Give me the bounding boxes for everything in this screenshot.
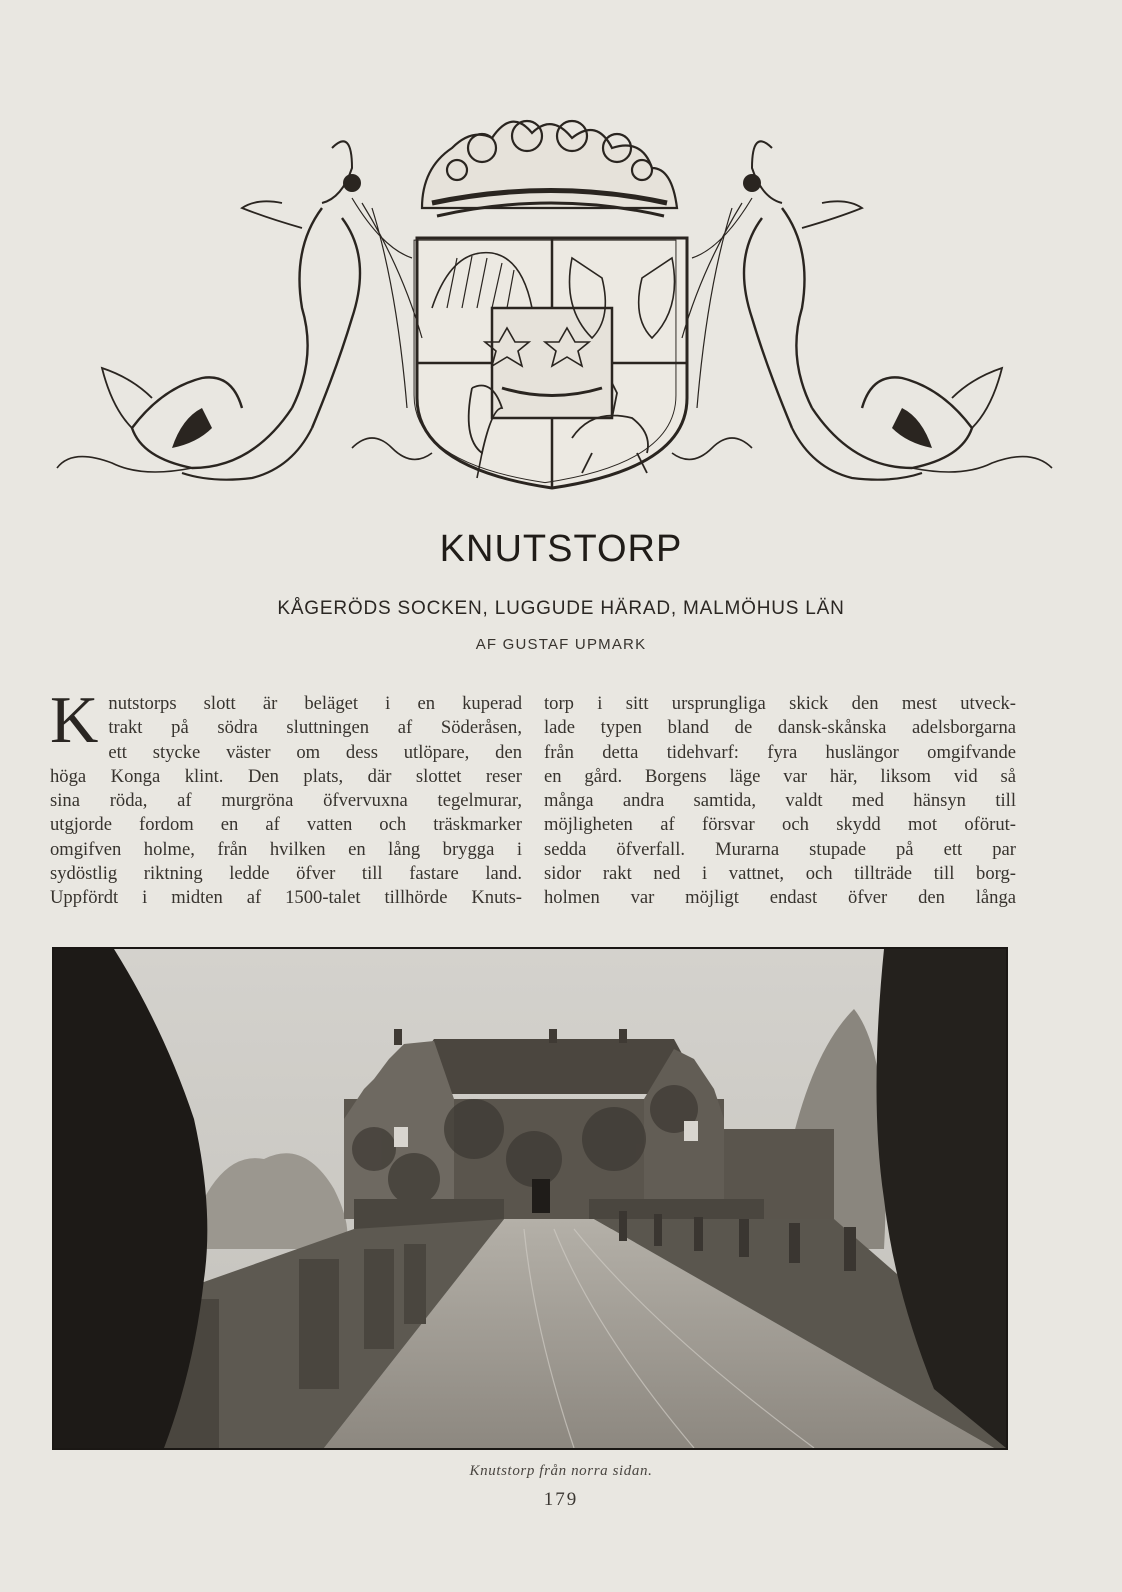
text-line: sina röda, af murgröna öfvervuxna tegelmurar, (50, 790, 522, 812)
text-line: utgjorde fordom en af vatten och träskmarker (50, 814, 522, 836)
text-line: trakt på södra sluttningen af Söderåsen, (108, 717, 522, 739)
drop-cap: K (50, 683, 99, 757)
author-byline: AF GUSTAF UPMARK (475, 636, 647, 653)
right-text-column (544, 692, 1016, 911)
text-line: holmen var möjligt endast öfver den långa (544, 887, 1016, 909)
text-line: torp i sitt ursprungliga skick den mest utveck- (544, 693, 1016, 714)
photo-caption: Knutstorp från norra sidan. (469, 1463, 653, 1479)
text-line: lade typen bland de dansk-skånska adelsborgarna (544, 717, 1016, 739)
coat-of-arms-illustration (52, 108, 1062, 500)
text-line: en gård. Borgens läge var här, liksom vid så (544, 765, 1016, 787)
page-title: KNUTSTORP (439, 528, 683, 570)
text-line: omgifven holme, från hvilken en lång brygga i (50, 838, 522, 860)
text-line: sydöstlig riktning ledde öfver till fastare land. (50, 863, 522, 885)
page-number: 179 (543, 1489, 579, 1510)
castle-photograph (52, 947, 1008, 1450)
text-line: sidor rakt ned i vattnet, och tillträde till borg- (544, 863, 1016, 885)
page-subtitle: KÅGERÖDS SOCKEN, LUGGUDE HÄRAD, MALMÖHUS LÄN (277, 598, 845, 619)
text-line: höga Konga klint. Den plats, där slottet reser (50, 765, 522, 787)
text-line: sedda öfverfall. Murarna stupade på ett par (544, 838, 1016, 860)
left-text-column (50, 683, 522, 911)
text-line: möjligheten af försvar och skydd mot oförut- (544, 814, 1016, 836)
text-line: många andra samtida, valdt med hänsyn till (544, 790, 1016, 812)
text-line: Uppfördt i midten af 1500-talet tillhörde Knuts- (50, 887, 522, 909)
text-line: nutstorps slott är beläget i en kuperad (108, 693, 522, 714)
text-line: från detta tidehvarf: fyra huslängor omgifvande (544, 741, 1016, 763)
text-line: ett stycke väster om dess utlöpare, den (108, 741, 522, 763)
